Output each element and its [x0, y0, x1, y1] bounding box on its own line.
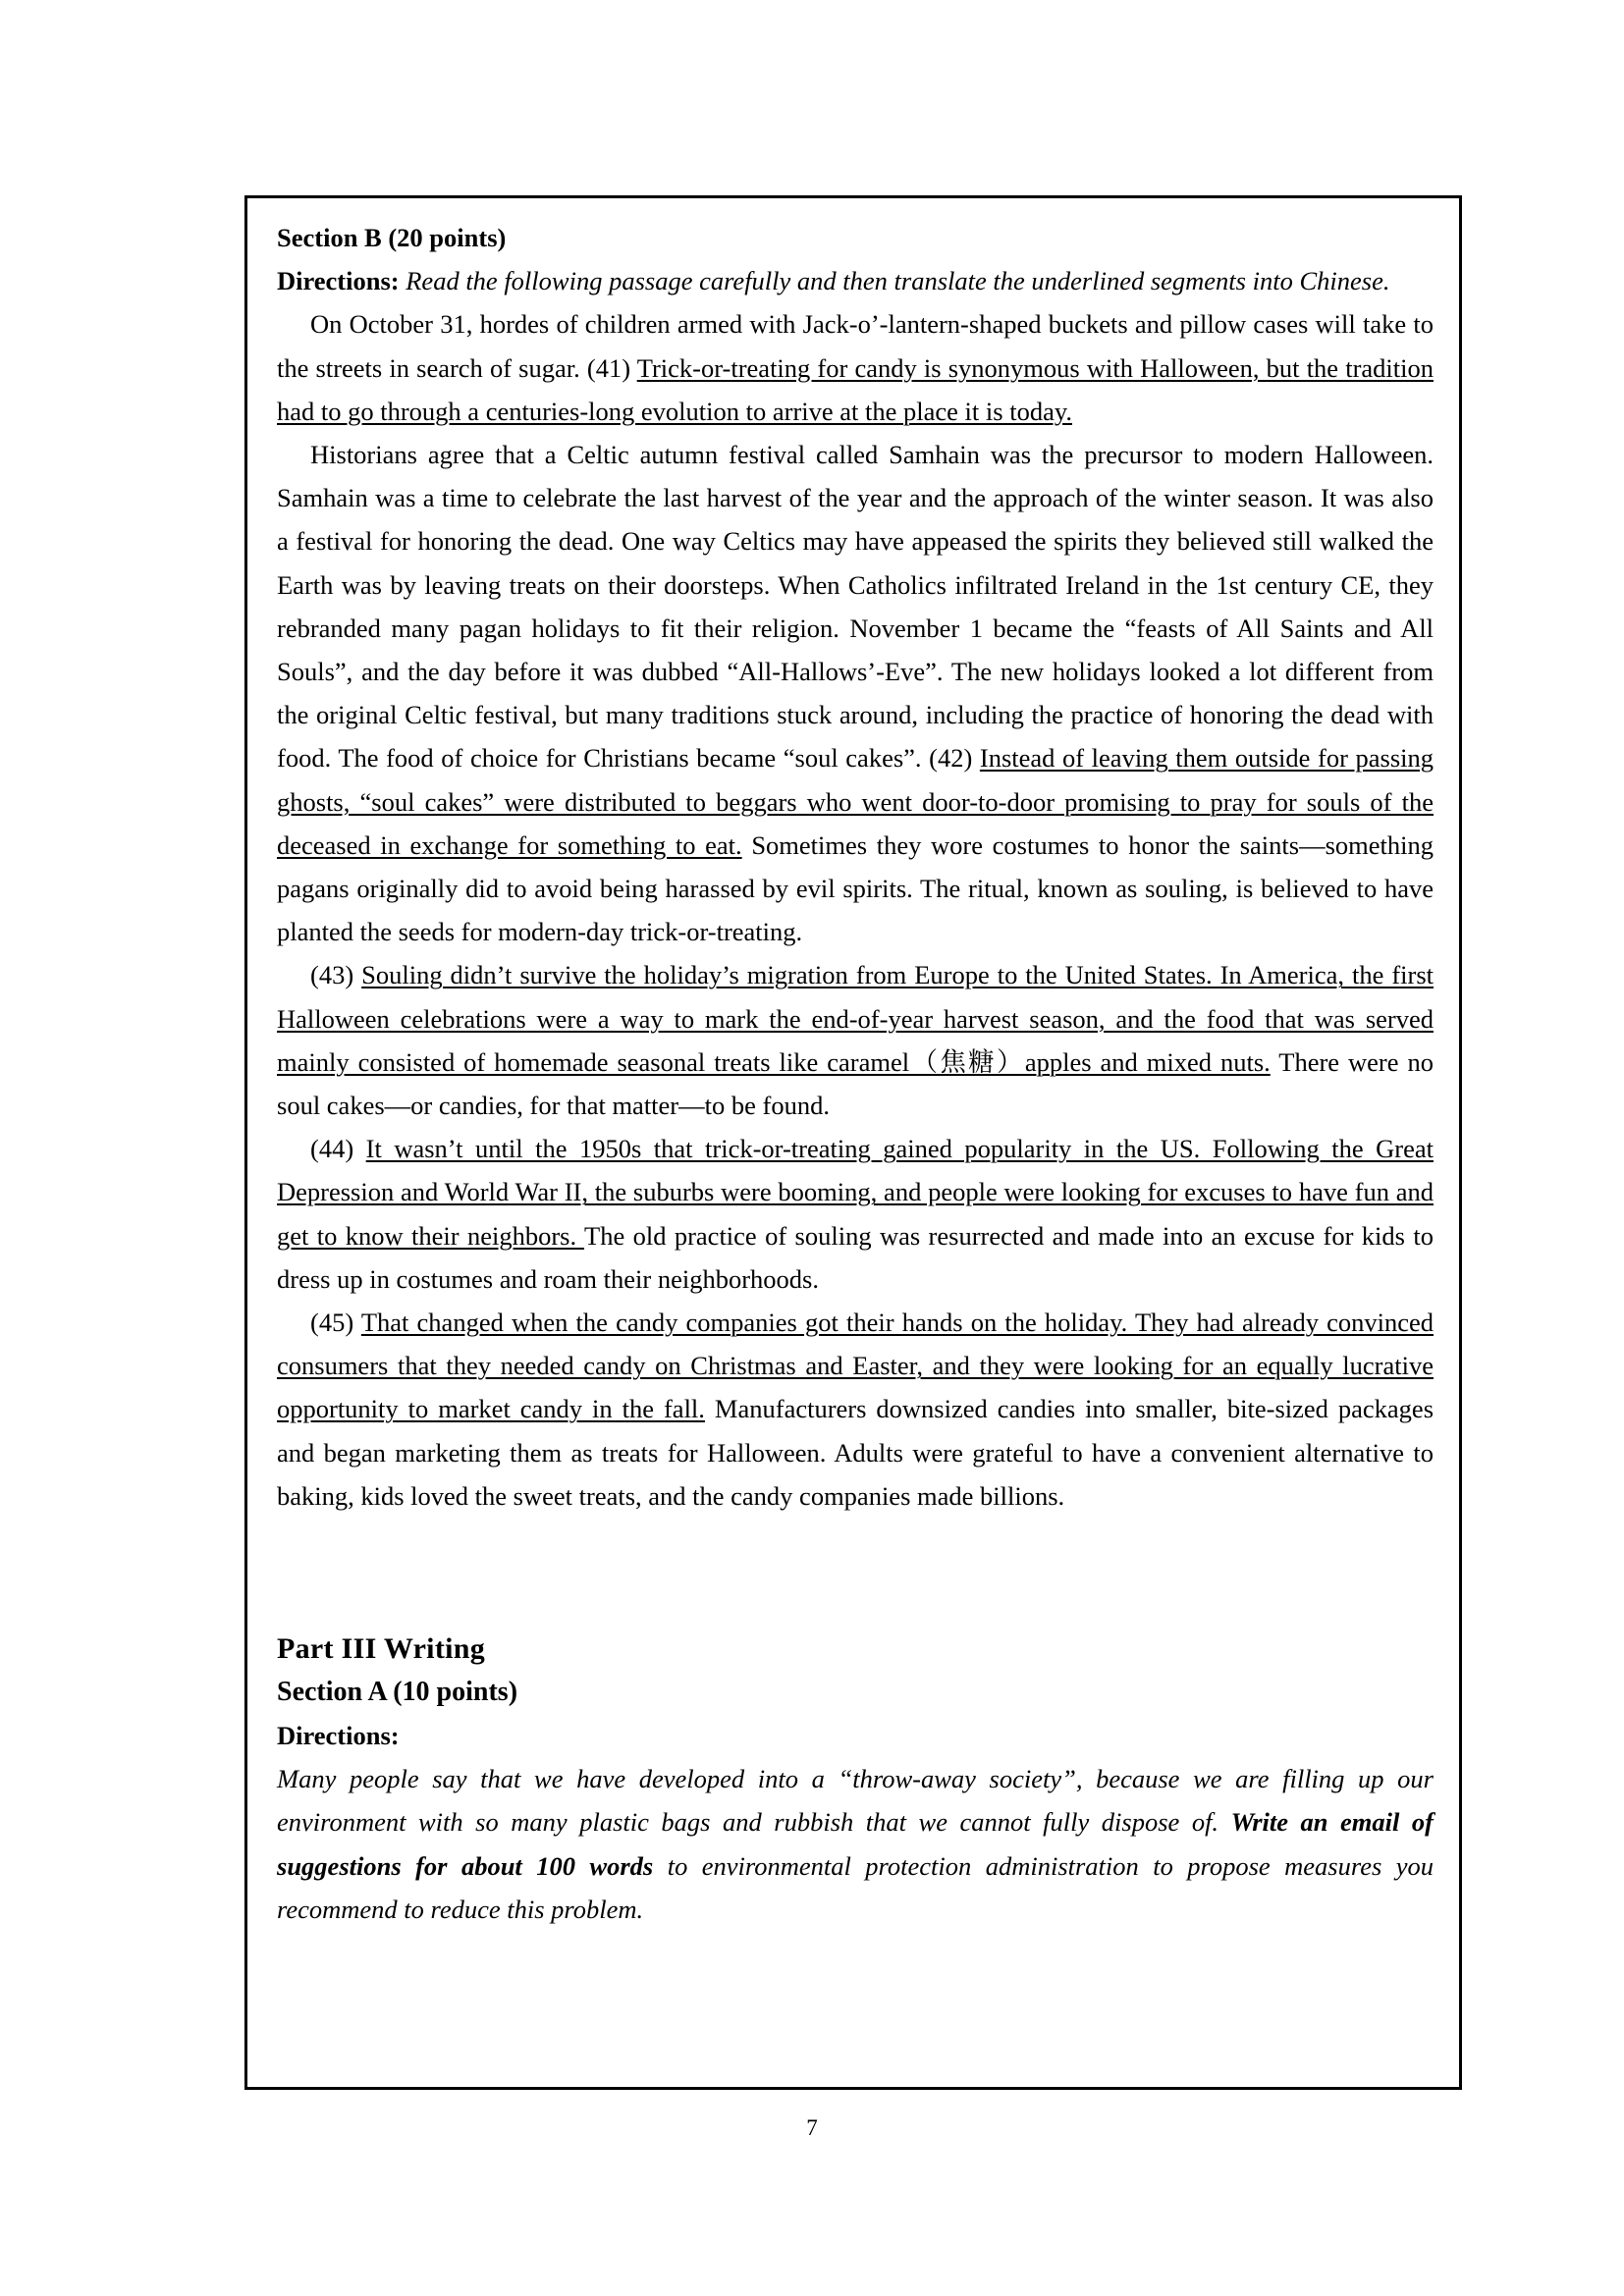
paragraph-5-marker-45: (45)	[310, 1308, 361, 1338]
paragraph-1-plain: On October 31, hordes of children armed with Jack-o’-lantern-shaped buckets and pillow cases will take to the streets in search of sugar. (41)	[277, 309, 1434, 383]
part-three-heading: Part III Writing	[277, 1632, 486, 1666]
paragraph-2-plain-tail: Sometimes they wore costumes to honor the saints—something pagans originally did to avoid being harassed by evil spirits. The ritual, known as souling, is believed to have planted the seeds for modern-day trick-or-treating.	[277, 829, 1434, 947]
paragraph-5-underlined-45: That changed when the candy companies got their hands on the holiday. They had already convinced consumers that they needed candy on Christmas and Easter, and they were looking for an equally lucrative opportunity to market candy in the fall.	[277, 1308, 1434, 1424]
writing-directions-label: Directions:	[277, 1721, 400, 1751]
content-frame	[244, 195, 1462, 2090]
passage-paragraph-5	[277, 1301, 1434, 1518]
passage-paragraph-3	[277, 953, 1434, 1127]
writing-prompt-part1: Many people say that we have developed into a “throw-away society”, because we are filling up our environment with so many plastic bags and rubbish that we cannot fully dispose of.	[277, 1764, 1434, 1838]
paragraph-4-underlined-44: It wasn’t until the 1950s that trick-or-treating gained popularity in the US. Following the Great Depression and World War II, the suburbs were booming, and people were looking for excuses to have fun and get to know their neighbors.	[277, 1134, 1434, 1251]
section-spacer	[277, 1518, 1434, 1628]
writing-prompt	[277, 1757, 1434, 1931]
paragraph-3-plain-tail: There were no soul cakes—or candies, for that matter—to be found.	[277, 1046, 1434, 1121]
writing-prompt-emphasis: Write an email of suggestions for about 100 words	[277, 1807, 1434, 1881]
writing-prompt-part2: to environmental protection administration to propose measures you recommend to reduce this problem.	[277, 1850, 1434, 1924]
paragraph-5-plain-tail: Manufacturers downsized candies into smaller, bite-sized packages and began marketing them as treats for Halloween. Adults were grateful to have a convenient alternative to baking, kids loved the sweet treats, and the candy companies made billions.	[277, 1394, 1435, 1511]
paragraph-2-plain-lead: Historians agree that a Celtic autumn festival called Samhain was the precursor to modern Halloween. Samhain was a time to celebrate the last harvest of the year and the approach of the winter season. It was also a festival for honoring the dead. One way Celtics may have appeased the spirits they believed still walked the Earth was by leaving treats on their doorsteps. When Catholics infiltrated Ireland in the 1st century CE, they rebranded many pagan holidays to fit their religion. November 1 became the “feasts of All Saints and All Souls”, and the day before it was dubbed “All-Hallows’-Eve”. The new holidays looked a lot different from the original Celtic festival, but many traditions stuck around, including the practice of honoring the dead with food. The food of choice for Christians became “soul cakes”. (42)	[277, 440, 1434, 774]
paragraph-4-marker-44: (44)	[310, 1134, 366, 1164]
passage-paragraph-2	[277, 433, 1434, 953]
part-three-section-heading: Section A (10 points)	[277, 1677, 518, 1708]
directions-text: Read the following passage carefully and then translate the underlined segments into Chinese.	[406, 266, 1390, 296]
paragraph-3-underlined-43: Souling didn’t survive the holiday’s migration from Europe to the United States. In America, the first Halloween celebrations were a way to mark the end-of-year harvest season, and the food that was served mainly consisted of homemade seasonal treats like caramel（焦糖）apples and mixed nuts.	[277, 960, 1435, 1077]
page-number: 7	[806, 2115, 818, 2140]
directions-label: Directions:	[277, 266, 400, 296]
paragraph-2-underlined-42: Instead of leaving them outside for passing ghosts, “soul cakes” were distributed to beggars who went door-to-door promising to pray for souls of the deceased in exchange for something to eat.	[277, 743, 1434, 860]
passage-paragraph-4	[277, 1127, 1434, 1301]
section-b-heading: Section B (20 points)	[277, 223, 507, 252]
passage-paragraph-1	[277, 302, 1434, 433]
paragraph-3-marker-43: (43)	[310, 960, 362, 990]
section-b-directions	[277, 259, 1434, 302]
paragraph-1-underlined-41: Trick-or-treating for candy is synonymous with Halloween, but the tradition had to go through a centuries-long evolution to arrive at the place it is today.	[277, 352, 1434, 426]
paragraph-4-plain-tail: The old practice of souling was resurrected and made into an excuse for kids to dress up in costumes and roam their neighborhoods.	[277, 1220, 1434, 1294]
